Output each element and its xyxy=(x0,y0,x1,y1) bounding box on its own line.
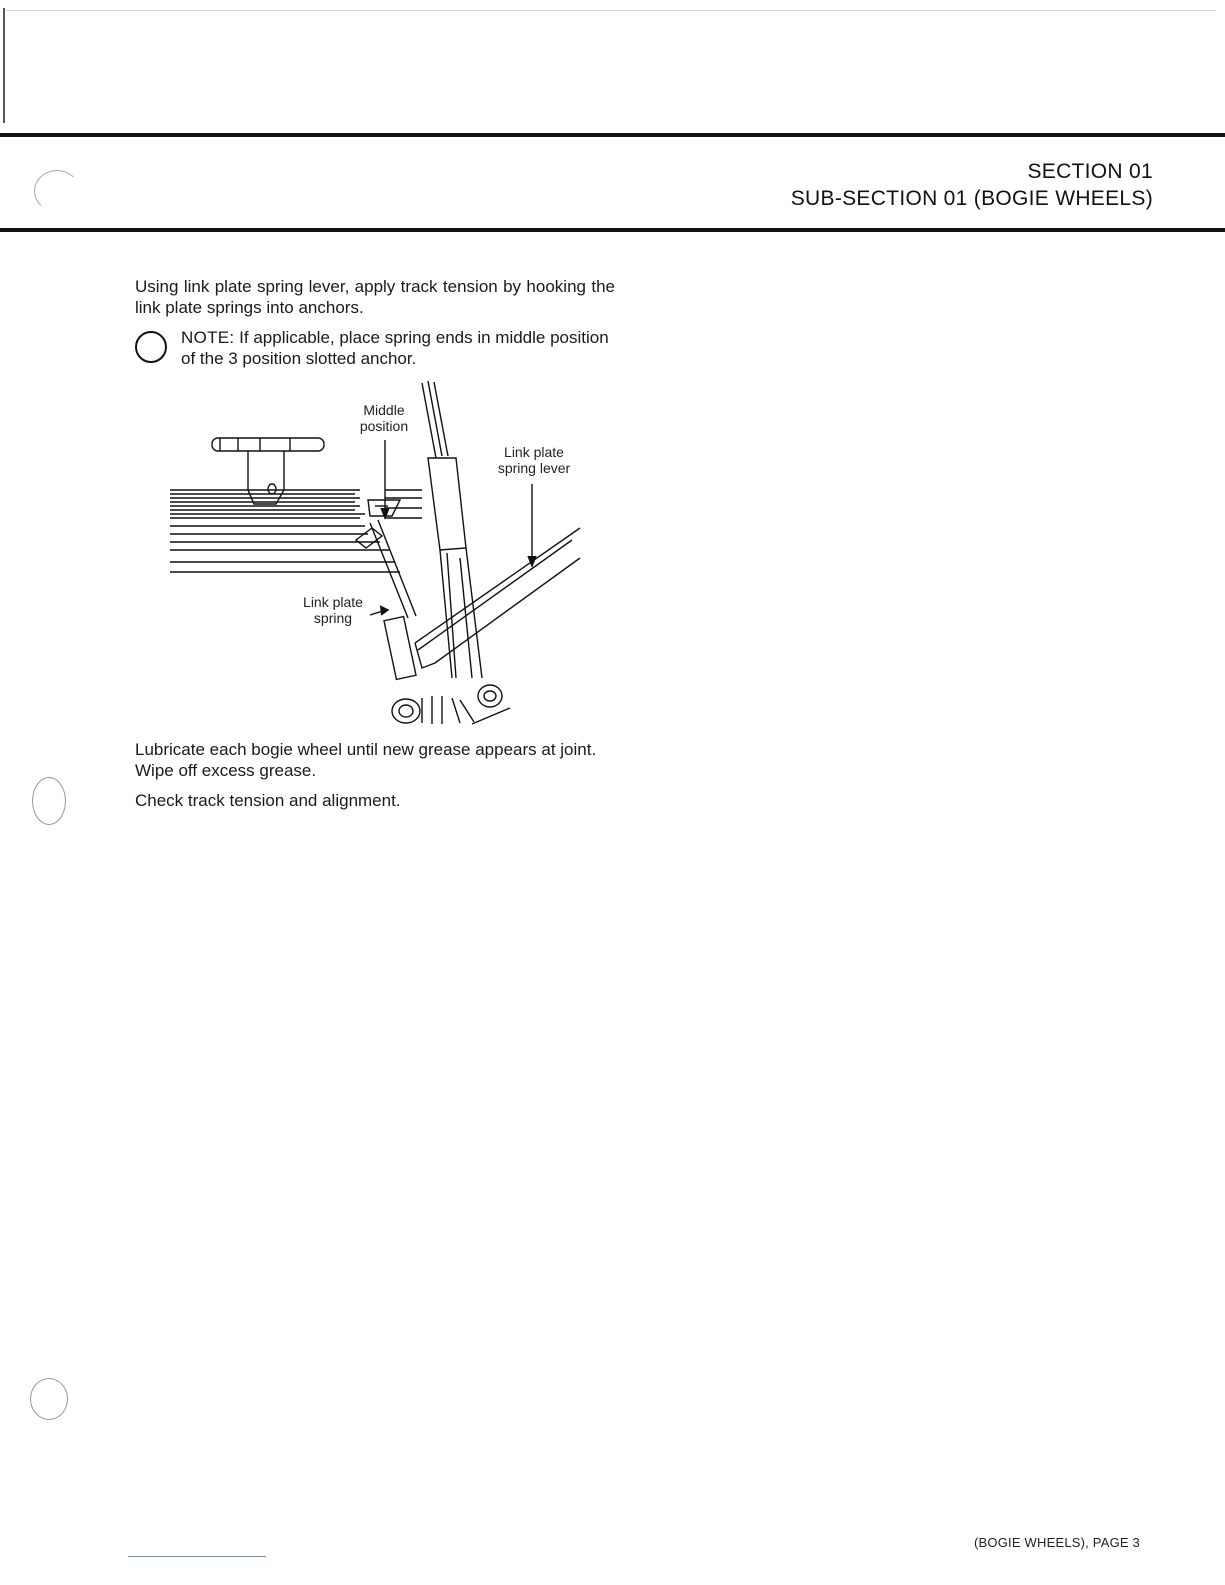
scan-edge xyxy=(3,8,5,123)
instruction-paragraph-2: Lubricate each bogie wheel until new grease appears at joint. Wipe off excess grease. xyxy=(135,740,597,780)
callout-spring-line1: Link plate xyxy=(303,594,363,610)
lever-shaft xyxy=(422,381,482,678)
callout-middle-line2: position xyxy=(359,418,409,434)
page-footer: (BOGIE WHEELS), PAGE 3 xyxy=(974,1535,1140,1550)
slotted-anchor xyxy=(356,500,400,548)
section-title: SECTION 01 xyxy=(1027,160,1153,183)
note-text xyxy=(181,327,615,369)
note-body: If applicable, place spring ends in middle position of the 3 position slotted anchor. xyxy=(181,328,609,368)
instruction-paragraph-3: Check track tension and alignment. xyxy=(135,791,401,810)
callout-middle-line1: Middle xyxy=(363,402,405,418)
subsection-title: SUB-SECTION 01 (BOGIE WHEELS) xyxy=(790,187,1153,210)
binder-hole-bottom xyxy=(30,1378,68,1420)
scan-underline xyxy=(128,1556,266,1557)
binder-hole-top xyxy=(34,170,80,212)
header-rule-bottom xyxy=(0,228,1225,232)
instruction-paragraph-1: Using link plate spring lever, apply track tension by hooking the link plate springs into anchors. xyxy=(135,277,615,317)
callout-lever-line1: Link plate xyxy=(504,444,564,460)
track-tension-illustration xyxy=(160,378,600,730)
scan-hairline xyxy=(6,10,1216,11)
spring-rod xyxy=(370,520,416,679)
note-label: NOTE: xyxy=(181,328,235,347)
callout-lever-line2: spring lever xyxy=(497,460,571,476)
bogie-wheel xyxy=(392,685,510,724)
binder-hole-middle xyxy=(32,777,66,825)
note-circle-icon xyxy=(135,331,167,363)
callout-spring-lever xyxy=(486,444,582,476)
callout-spring-line2: spring xyxy=(313,610,353,626)
callout-link-plate-spring xyxy=(292,594,374,626)
header-rule-top xyxy=(0,133,1225,137)
callout-middle-position xyxy=(350,402,418,434)
